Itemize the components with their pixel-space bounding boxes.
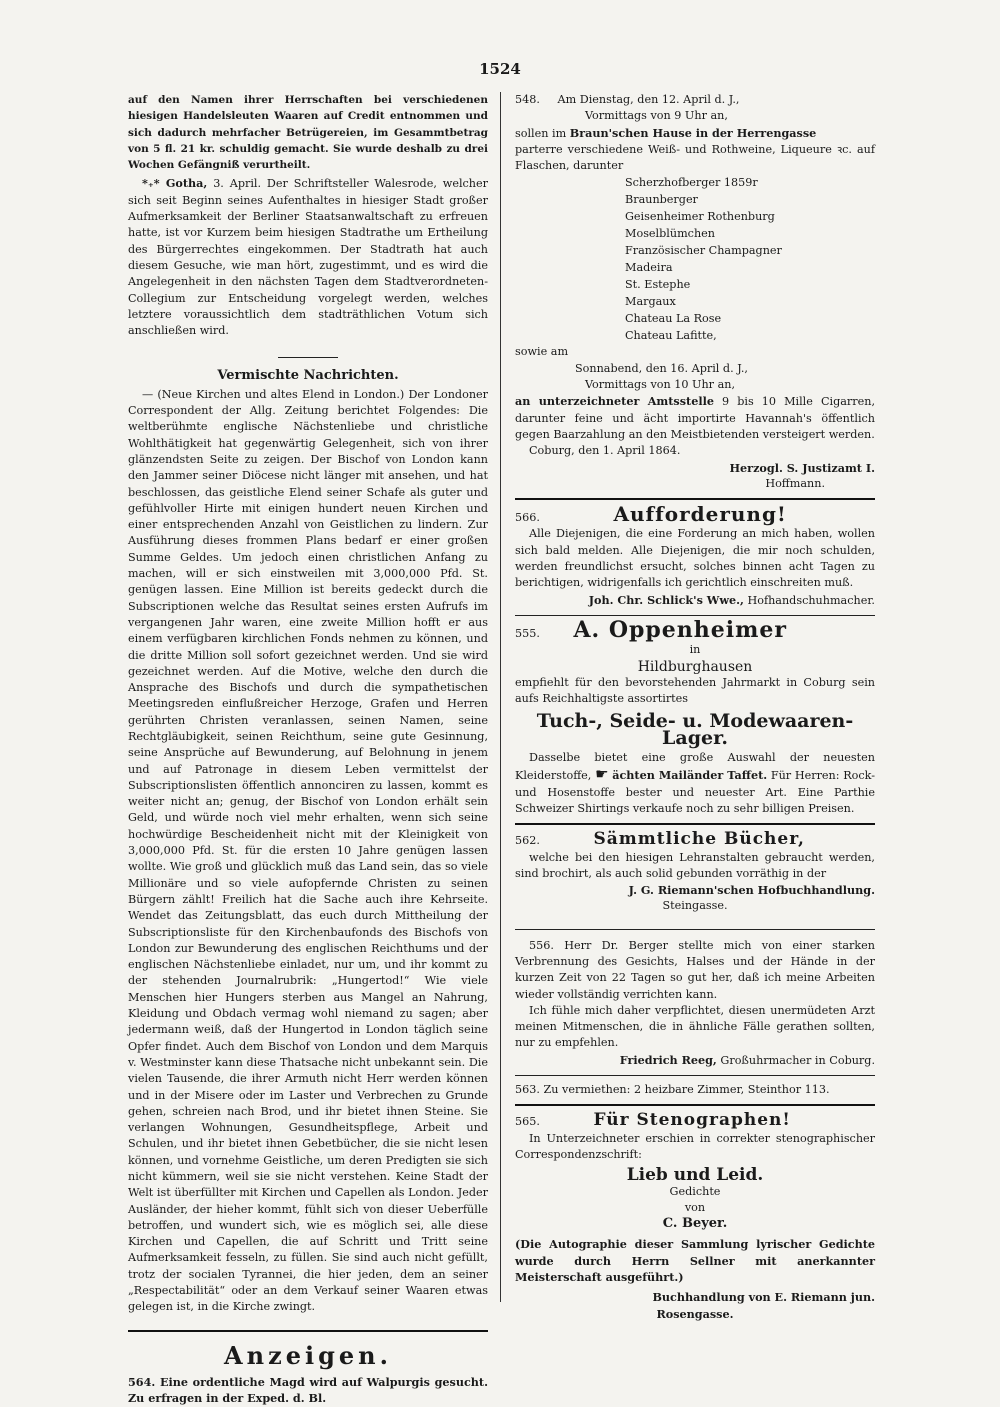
- ad-548-location-b: Braun'schen Hause in der Herrengasse: [569, 125, 817, 140]
- ad-565-number: 565.: [515, 1115, 540, 1129]
- ad-548-number: 548.: [515, 93, 540, 106]
- ad-565-header: [515, 1112, 875, 1130]
- wine-item: Madeira: [625, 261, 673, 275]
- ad-548-office: an unterzeichneter Amtsstelle: [515, 394, 714, 409]
- section-title: Vermischte Nachrichten.: [217, 368, 399, 384]
- ad-562-text: welche bei den hiesigen Lehranstalten gebraucht werden, sind brochirt, als auch solid gebunden vorräthig in der: [515, 850, 875, 880]
- wine-item: St. Estephe: [625, 278, 691, 292]
- anzeigen-title: Anzeigen.: [224, 1340, 392, 1370]
- ad-556-sig-name: Friedrich Reeg,: [619, 1052, 717, 1067]
- ad-548-signature: Herzogl. S. Justizamt I.: [729, 460, 875, 475]
- wine-list: [625, 174, 875, 344]
- ad-556-sig-role: Großuhrmacher in Coburg.: [720, 1053, 875, 1067]
- wine-item: Scherzhofberger 1859r: [625, 176, 758, 190]
- ad-565-signature: Buchhandlung von E. Riemann jun.: [652, 1290, 875, 1305]
- ad-555-title: A. Oppenheimer: [573, 616, 788, 643]
- ad-548-place-date: Coburg, den 1. April 1864.: [529, 444, 681, 458]
- wine-item: Geisenheimer Rothenburg: [625, 210, 775, 224]
- ad-548-desc: parterre verschiedene Weiß- und Rothweine, Liqueure ꝛc. auf Flaschen, darunter: [515, 142, 875, 173]
- ad-562-title: Sämmtliche Bücher,: [593, 829, 805, 850]
- ad-562-signature: J. G. Riemann'schen Hofbuchhandlung.: [628, 883, 875, 898]
- ad-548-cigars-text: 9 bis 10 Mille Cigarren, darunter feine und ächt importirte Havannah's öffentlich gegen Baarzahlung an den Meistbietenden versteigert werden.: [515, 395, 875, 441]
- ad-555-text3: ächten Mailänder Taffet.: [612, 768, 768, 783]
- ad-555-place: Hildburghausen: [637, 658, 753, 675]
- rule-562: [515, 929, 875, 930]
- ad-555-text2: Dasselbe bietet eine große Auswahl der neuesten Kleiderstoffe,: [515, 751, 875, 783]
- ad-548-location-a: sollen im: [515, 126, 567, 140]
- ad-548-sowie: sowie am: [515, 345, 569, 359]
- news-text: Der Londoner Correspondent der Allg. Zeitung berichtet Folgendes: Die weltberühmte englische Nächstenliebe und christliche Wohlthätigkeit hat gegenwärtig Gelegenheit, sich von ihrer glänzendsten Seite zu zeigen. Der Bischof von London kann den Jammer seiner Diöcese nicht länger mit ansehen, und hat beschlossen, das geistliche Elend seiner Schafe als guter und gefühlvoller Hirte mit einigen hundert neuen Kirchen und einer entsprechenden Anzahl von Geistlichen zu lindern. Zur Ausführung dieses frommen Plans bedarf er einer großen Summe Geldes. Um jedoch einen christlichen Anfang zu machen, will er sich einstweilen mit 3,000,000 Pfd. St. genügen lassen. Eine Million ist bereits gedeckt durch die Subscriptionen welche das Resultat seines ersten Aufrufs im vergangenen Jahr waren, eine zweite Million hofft er aus einem verfügbaren kirchlichen Fonds nehmen zu können, und die dritte Million soll sofort gezeichnet werden. Und sie wird gezeichnet werden. Auf die Motive, welche den durch die Ansprache des Bischofs und durch die sympathetischen Meetingsreden einflußreicher Herzoge, Grafen und Herren gerührten Christen veranlassen, seinen Namen, seine Rechtgläubigkeit, seinen Reichthum, seine gute Gesinnung, seine Ansprüche auf Bewunderung, auf Belohnung in jenem und auf Patronage in diesem Leben vermittelst der Subscriptionslisten öffentlich annonciren zu lassen, kommt es weiter nicht an; genug, der Bischof von London erhält sein Geld, und würde noch viel mehr erhalten, wenn sich seine hochwürdige Bescheidenheit nicht mit der Kleinigkeit von 3,000,000 Pfd. St. für die ersten 10 Jahre genügen lassen wollte. Wie groß und glücklich muß das Land sein, das so viele Millionäre und so viele aufopfernde Christen zu seinen Bürgern zählt! Freilich hat die Sache auch ihre Kehrseite. Wendet das Zeitungsblatt, das euch durch Mittheilung der Subscriptionsliste für den Kirchenbaufonds des Bischofs von London zur Bewunderung des englischen Reichthums und der englischen Nächstenliebe einladet, nur um, und ihr kommt zu der stehenden Journalrubrik: „Hungertod!“ Wie viele Menschen hier Hungers sterben aus Mangel an Nahrung, Kleidung und Obdach vermag wohl niemand zu sagen; aber jedermann weiß, daß der Hungertod in London täglich seine Opfer findet. Auch dem Bischof von London und dem Marquis v. Westminster kann diese Thatsache nicht unbekannt sein. Die vielen Tausende, die ihrer Armuth nicht Herr werden können und in der Misere oder im Laster und Verbrechen zu Grunde gehen, schreien nach Brod, und ihr bietet ihnen Steine. Sie verlangen Wohnungen, Gesundheitspflege, Arbeit und Schulen, und ihr bietet ihnen Gebetbücher, die sie nicht lesen können, und vornehme Geistliche, um deren Predigten sie sich nicht kümmern, weil sie sie nicht verstehen. Keine Stadt der Welt ist überfüllter mit Kirchen und Capellen als London. Jeder Ausländer, der hieher kommt, fühlt sich von dieser Ueberfülle betroffen, und wundert sich, wie es möglich sei, alle diese Kirchen und Capellen, die auf Schritt und Tritt seine Aufmerksamkeit fesseln, zu füllen. Sie sind auch nicht gefüllt, trotz der socialen Tyrannei, die hier jeden, dem an seiner „Respectabilität“ oder an dem Verkauf seiner Waaren etwas gelegen ist, in die Kirche zwingt.: [128, 387, 488, 1314]
- gotha-article: [128, 175, 488, 339]
- ad-548-signature2: Hoffmann.: [765, 476, 825, 490]
- right-column: [515, 92, 875, 1322]
- rule-556: [515, 1075, 875, 1076]
- rule-566: [515, 615, 875, 616]
- ad-548-cigars: [515, 393, 875, 443]
- ad-565-signature2: Rosengasse.: [656, 1306, 734, 1321]
- ad-556-body1: Herr Dr. Berger stellte mich von einer starken Verbrennung des Gesichts, Halses und der Hände in der kurzen Zeit von 22 Tagen so gut her, daß ich meine Arbeiten wieder vollständig verrichten kann.: [515, 938, 875, 1001]
- ad-548-location: [515, 125, 875, 142]
- ad-563-text: Zu vermiethen: 2 heizbare Zimmer, Steinthor 113.: [543, 1083, 830, 1097]
- pointing-hand-icon: ☛: [595, 765, 609, 784]
- ad-556-number: 556.: [529, 938, 554, 952]
- ad-555-number: 555.: [515, 626, 540, 640]
- gotha-text: 3. April. Der Schriftsteller Walesrode, welcher sich seit Beginn seines Aufenthaltes in hiesiger Stadt großer Aufmerksamkeit der Berliner Staatsanwaltschaft zu erfreuen hatte, ist vor Kurzem beim hiesigen Stadtrathe um Ertheilung des Bürgerrechtes eingekommen. Der Stadtrath hat auch diesem Gesuche, wie man hört, zugestimmt, und es wird die Angelegenheit in den nächsten Tagen dem Stadtverordneten-Collegium zur Entscheidung vorgelegt werden, welches letztere voraussichtlich dem stadträthlichen Votum sich anschließen wird.: [128, 177, 488, 338]
- ad-564-text: Eine ordentliche Magd wird auf Walpurgis gesucht. Zu erfragen in der Exped. d. Bl.: [128, 1374, 488, 1406]
- ad-566-number: 566.: [515, 511, 540, 525]
- gotha-place: *₊* Gotha,: [142, 176, 208, 191]
- ad-565-title: Für Stenographen!: [593, 1110, 791, 1131]
- wine-item: Französischer Champagner: [625, 244, 782, 258]
- anzeigen-rule: [128, 1330, 488, 1332]
- news-lead: — (Neue Kirchen und altes Elend in London.): [142, 387, 405, 401]
- ad-548-time: Vormittags von 9 Uhr an,: [585, 109, 728, 123]
- ad-548-time2: Vormittags von 10 Uhr an,: [585, 378, 736, 392]
- ad-565-text1: In Unterzeichneter erschien in correkter stenographischer Correspondenzschrift:: [515, 1131, 875, 1161]
- ad-555-text4: Für Herren: Rock- und Hosenstoffe bester und neuester Art. Eine Parthie Schweizer Shirtings verkaufe noch zu sehr billigen Preisen.: [515, 769, 876, 815]
- ad-565-author: C. Beyer.: [662, 1216, 728, 1232]
- rule-563: [515, 1104, 875, 1106]
- rule-548: [515, 498, 875, 500]
- intro-text: auf den Namen ihrer Herrschaften bei verschiedenen hiesigen Handelsleuten Waaren auf Credit entnommen und sich dadurch mehrfacher Betrügereien, im Gesammtbetrag von 5 fl. 21 kr. schuldig gemacht. Sie wurde deshalb zu drei Wochen Gefängniß verurtheilt.: [128, 94, 488, 172]
- ad-555-in: in: [689, 643, 701, 657]
- ad-555-header: [515, 616, 875, 643]
- short-rule: [278, 357, 338, 358]
- ad-548-date-line: Am Dienstag, den 12. April d. J.,: [557, 93, 740, 106]
- ad-548-line1: [515, 92, 875, 108]
- wine-item: Braunberger: [625, 193, 698, 207]
- wine-item: Moselblümchen: [625, 227, 715, 241]
- ad-566-title: Aufforderung!: [613, 502, 787, 527]
- ad-566-sig-name: Joh. Chr. Schlick's Wwe.,: [588, 592, 744, 607]
- ad-562-header: [515, 831, 875, 849]
- column-divider: [500, 92, 501, 1302]
- ad-565-book: Lieb und Leid.: [626, 1165, 764, 1186]
- news-article: [128, 387, 488, 1316]
- ad-564-number: 564.: [128, 1374, 156, 1389]
- wine-item: Chateau Lafitte,: [625, 329, 717, 343]
- ad-566-signature: [515, 592, 875, 609]
- page-number: 1524: [479, 60, 521, 78]
- ad-565-note: (Die Autographie dieser Sammlung lyrischer Gedichte wurde durch Herrn Sellner mit anerkannter Meisterschaft ausgeführt.): [515, 1237, 875, 1285]
- ad-555-offer: [515, 750, 875, 817]
- ad-563-number: 563.: [515, 1083, 540, 1097]
- ad-566-text: Alle Diejenigen, die eine Forderung an mich haben, wollen sich bald melden. Alle Diejenigen, die mir noch schulden, werden freundlichst ersucht, solches binnen acht Tagen zu berichtigen, widrigenfalls ich gerichtlich einschreiten muß.: [515, 527, 875, 590]
- ad-562-signature2: Steingasse.: [662, 899, 728, 913]
- ad-548-date2: Sonnabend, den 16. April d. J.,: [575, 361, 748, 375]
- ad-565-gedichte: Gedichte: [669, 1184, 721, 1198]
- ad-556-text1: [515, 938, 875, 1003]
- wine-item: Chateau La Rose: [625, 312, 722, 326]
- left-column: [128, 92, 488, 1407]
- rule-555: [515, 823, 875, 825]
- ad-563: [515, 1082, 875, 1098]
- ad-566-header: [515, 502, 875, 527]
- ad-555-big: Tuch-, Seide- u. Modewaaren-Lager.: [536, 710, 854, 749]
- wine-item: Margaux: [625, 295, 676, 309]
- ad-565-von: von: [684, 1200, 706, 1214]
- ad-566-sig-role: Hofhandschuhmacher.: [747, 593, 875, 607]
- ad-562-number: 562.: [515, 834, 540, 848]
- ad-556-text2: Ich fühle mich daher verpflichtet, diesen unermüdeten Arzt meinen Mitmenschen, die in ähnliche Fälle gerathen sollten, nur zu empfehlen.: [515, 1003, 875, 1050]
- ad-564: [128, 1374, 488, 1407]
- ad-556-signature: [515, 1052, 875, 1069]
- ad-555-text1: empfiehlt für den bevorstehenden Jahrmarkt in Coburg sein aufs Reichhaltigste assortirtes: [515, 675, 875, 706]
